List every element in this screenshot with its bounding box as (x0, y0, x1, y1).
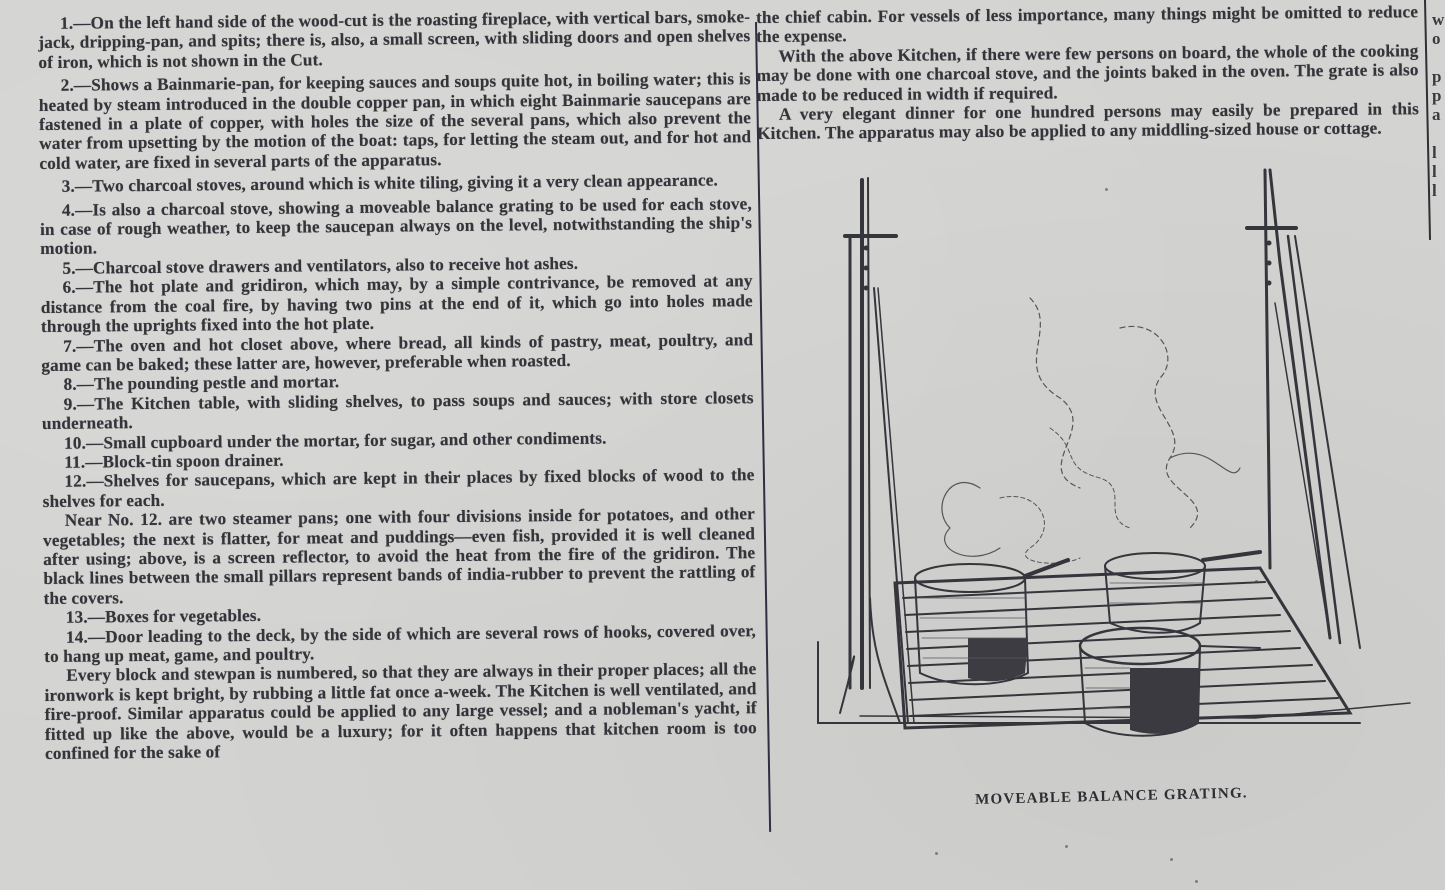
paragraph-item-1: 1.—On the left hand side of the wood-cut is the roasting fireplace, with vertical bars, smoke-jack, dripping-pan, and spits; there is, also, a small screen, with sliding doors and open shelves of iron, which is not shown in the Cut. (38, 7, 751, 72)
paragraph-item-10: 10.—Small cupboard under the mortar, for sugar, and other condiments. (64, 428, 607, 453)
paragraph-item-13: 13.—Boxes for vegetables. (65, 606, 262, 627)
paragraph-item-11: 11.—Block-tin spoon drainer. (64, 450, 284, 472)
edge-fragment: p (1432, 86, 1442, 105)
paper-speck (1255, 580, 1258, 583)
paragraph-near-12: Near No. 12. are two steamer pans; one with four divisions inside for potatoes, and other vegetables; the next is flatter, for meat and puddings—even fish, provided it is well cleaned after using; above, is a screen reflector, to avoid the heat from the fire of the gridiron. The black lines between the small pillars represent bands of india-rubber to prevent the rattling of the covers. (42, 504, 756, 608)
paragraph-item-14: 14.—Door leading to the deck, by the side of which are several rows of hooks, covered over, to hang up meat, game, and poultry. (44, 620, 757, 666)
paper-speck (1170, 858, 1173, 861)
paragraph-item-5: 5.—Charcoal stove drawers and ventilators, also to receive hot ashes. (62, 253, 579, 278)
paragraph-item-3: 3.—Two charcoal stoves, around which is white tiling, giving it a very clean appearance. (61, 170, 719, 197)
paragraph-every-block: Every block and stewpan is numbered, so that they are always in their proper places; all the ironwork is kept bright, by rubbing a little fat once a-week. The Kitchen is well ventilated, and fire-proof. Similar apparatus could be applied to any large vessel; and a nobleman's yacht, if fitted up like the above, would be a luxury; for it often happens that kitchen room is too confined for the sake of (44, 659, 757, 763)
right-text-column (756, 2, 1419, 144)
paper-speck (1195, 880, 1198, 883)
paragraph-item-6: 6.—The hot plate and gridiron, which may, by a simple contrivance, be removed at any distance from the coal fire, by having two pins at the end of it, which go into holes made through the uprights fixed into the hot plate. (40, 271, 753, 337)
paragraph-item-4: 4.—Is also a charcoal stove, showing a moveable balance grating to be used for each stove, in case of rough weather, to keep the saucepan always on the level, notwithstanding the ship's motion. (39, 193, 753, 259)
illustration-caption: MOVEABLE BALANCE GRATING. (975, 785, 1248, 808)
edge-fragment: l (1432, 143, 1437, 162)
edge-fragment: l (1432, 181, 1437, 200)
paragraph-above-kitchen: With the above Kitchen, if there were few persons on board, the whole of the cooking may be done with one charcoal stove, and the joints baked in the oven. The grate is also made to be reduced in width if required. (756, 41, 1419, 105)
edge-fragment: p (1432, 67, 1442, 86)
edge-fragment (1432, 48, 1445, 67)
paragraph-item-8: 8.—The pounding pestle and mortar. (63, 372, 340, 395)
paper-speck (1065, 845, 1068, 848)
edge-fragment: w (1432, 10, 1445, 29)
paragraph-elegant-dinner: A very elegant dinner for one hundred persons may easily be prepared in this Kitchen. The apparatus may also be applied to any middling-sized house or cottage. (757, 99, 1419, 144)
edge-fragment (1432, 124, 1445, 143)
paper-speck (1105, 188, 1108, 191)
left-text-column (38, 7, 757, 763)
paper-speck (935, 852, 938, 855)
paragraph-item-9: 9.—The Kitchen table, with sliding shelves, to pass soups and sauces; with store closets underneath. (41, 387, 754, 434)
paragraph-item-7: 7.—The oven and hot closet above, where bread, all kinds of pastry, meat, poultry, and game can be baked; these latter are, however, preferable when roasted. (41, 329, 754, 375)
edge-fragment: a (1432, 105, 1441, 124)
edge-column-fragments (1432, 10, 1445, 200)
balance-grating-illustration (800, 168, 1430, 778)
edge-fragment: o (1432, 29, 1441, 48)
edge-fragment: l (1432, 162, 1437, 181)
paragraph-item-12: 12.—Shelves for saucepans, which are kept in their places by fixed blocks of wood to the shelves for each. (42, 465, 755, 511)
paragraph-item-2: 2.—Shows a Bainmarie-pan, for keeping sauces and soups quite hot, in boiling water; this is heated by steam introduced in the double copper pan, in which eight Bainmarie saucepans are fastened in a plate of copper, with holes the size of the several pans, which also prevent the water from upsetting by the motion of the boat: taps, for letting the steam out, and for hot and cold water, are fixed in several parts of the apparatus. (38, 69, 752, 173)
paragraph-chief-cabin: the chief cabin. For vessels of less importance, many things might be omitted to reduce the expense. (756, 2, 1419, 47)
